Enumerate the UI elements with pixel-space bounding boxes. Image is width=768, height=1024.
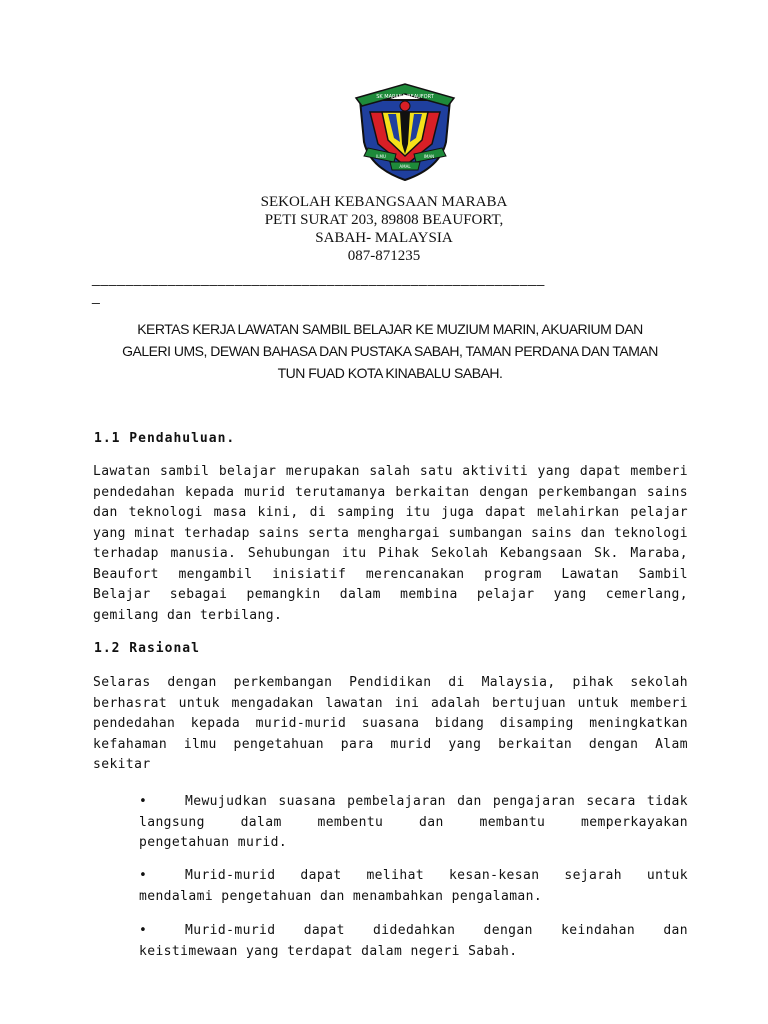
section-heading-rasional: 1.2 Rasional: [94, 641, 200, 656]
bullet-item: [139, 921, 688, 962]
paragraph-line: gemilang dan terbilang.: [93, 607, 283, 623]
separator-rule-tail: _: [92, 288, 100, 304]
paragraph-line: yang minat terhadap sains serta menghargai sumbangan sains dan teknologi: [93, 525, 688, 541]
bullet-text: Murid-murid dapat didedahkan dengan keindahan dan: [185, 923, 688, 938]
bullet-text: Murid-murid dapat melihat kesan-kesan sejarah untuk: [185, 868, 688, 883]
title-line-1: KERTAS KERJA LAWATAN SAMBIL BELAJAR KE MUZIUM MARIN, AKUARIUM DAN: [137, 321, 643, 337]
school-address-line2: SABAH- MALAYSIA: [315, 230, 453, 246]
school-address-line1: PETI SURAT 203, 89808 BEAUFORT,: [264, 212, 504, 228]
paragraph-line: Belajar sebagai pemangkin dalam membina pelajar yang cemerlang,: [93, 587, 688, 602]
paragraph-line: terhadap manusia. Sehubungan itu Pihak Sekolah Kebangsaan Sk. Maraba,: [93, 546, 688, 561]
title-line-3: TUN FUAD KOTA KINABALU SABAH.: [277, 365, 503, 381]
bullet-text: mendalami pengetahuan dan menambahkan pengalaman.: [139, 888, 543, 904]
school-name: SEKOLAH KEBANGSAAN MARABA: [260, 194, 508, 210]
paragraph-line: berhasrat untuk mengadakan lawatan ini adalah bertujuan untuk memberi: [93, 695, 688, 711]
bullet-text: keistimewaan yang terdapat dalam negeri Sabah.: [139, 943, 518, 959]
crest-ribbon-bottom-text: AMAL: [399, 164, 411, 169]
section-paragraph-pendahuluan: [93, 462, 688, 626]
section-paragraph-rasional: [93, 673, 688, 776]
separator-rule: ______________________________________________________: [92, 270, 545, 286]
bullet-icon: •: [139, 923, 148, 938]
bullet-item: [139, 792, 688, 854]
bullet-text: Mewujudkan suasana pembelajaran dan pengajaran secara tidak: [185, 794, 688, 809]
bullet-text: pengetahuan murid.: [139, 835, 288, 850]
paragraph-line: kefahaman ilmu pengetahuan para murid yang berkaitan dengan Alam: [93, 736, 688, 752]
document-title: [80, 318, 700, 384]
section-heading-pendahuluan: 1.1 Pendahuluan.: [94, 431, 236, 446]
school-crest-logo: [352, 82, 458, 182]
crest-banner-text: SK MARABA BEAUFORT: [376, 94, 434, 100]
bullet-item: [139, 866, 688, 907]
bullet-icon: •: [139, 794, 148, 809]
bullet-text: langsung dalam membentu dan membantu memperkayakan: [139, 814, 688, 830]
school-phone: 087-871235: [347, 248, 421, 264]
bullet-icon: •: [139, 868, 148, 883]
paragraph-line: dan teknologi masa kini, di samping itu juga dapat melahirkan pelajar: [93, 505, 688, 520]
paragraph-line: pendedahan kepada murid-murid suasana bidang disamping meningkatkan: [93, 716, 688, 731]
paragraph-line: sekitar: [93, 757, 151, 772]
title-line-2: GALERI UMS, DEWAN BAHASA DAN PUSTAKA SABAH, TAMAN PERDANA DAN TAMAN: [122, 343, 658, 359]
paragraph-line: pendedahan kepada murid terutamanya berkaitan dengan perkembangan sains: [93, 484, 688, 500]
paragraph-line: Lawatan sambil belajar merupakan salah satu aktiviti yang dapat memberi: [93, 464, 688, 479]
paragraph-line: Beaufort mengambil inisiatif merencanakan program Lawatan Sambil: [93, 566, 688, 582]
school-header: [0, 193, 768, 265]
crest-ribbon-right-text: IMAN: [423, 154, 435, 159]
paragraph-line: Selaras dengan perkembangan Pendidikan di Malaysia, pihak sekolah: [93, 675, 688, 690]
crest-ribbon-left-text: ILMU: [376, 154, 386, 159]
